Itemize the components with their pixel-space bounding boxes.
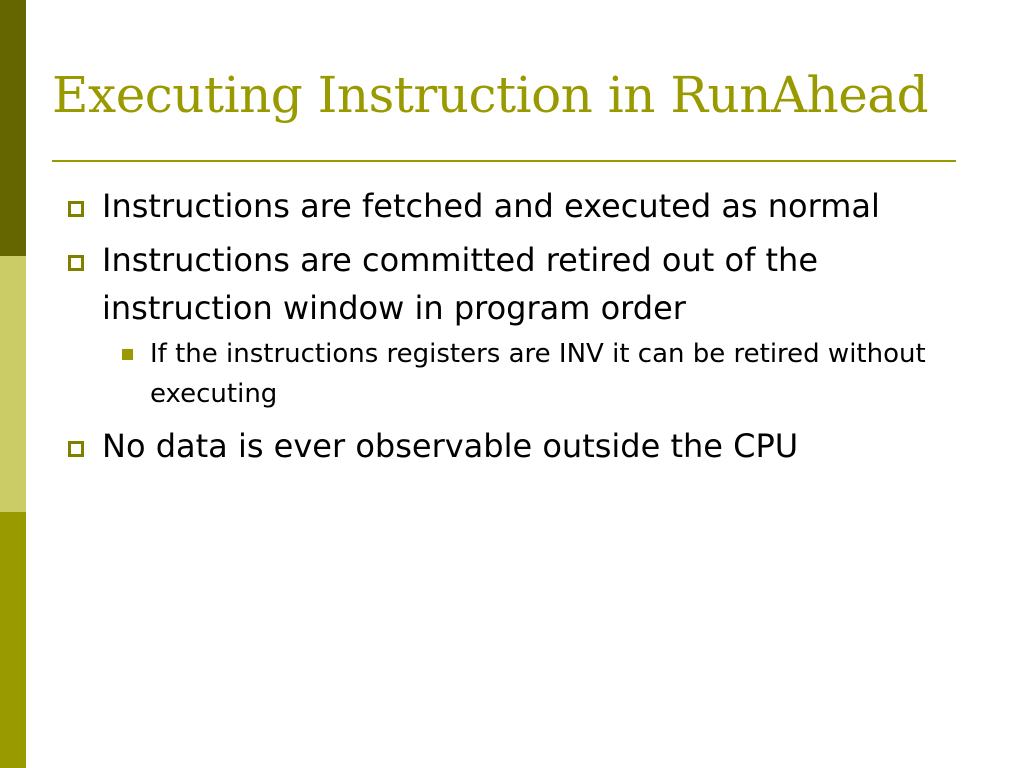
- slide-title: Executing Instruction in RunAhead: [52, 66, 929, 124]
- sub-bullet-text: If the instructions registers are INV it can be retired without executing: [150, 339, 926, 409]
- hollow-square-bullet-icon: [68, 441, 84, 457]
- side-bar-top: [0, 0, 26, 256]
- title-underline: [52, 160, 956, 162]
- bullet-item: [60, 236, 990, 332]
- side-bar-middle: [0, 256, 26, 512]
- slide-body: [60, 182, 990, 476]
- side-bar-bottom: [0, 512, 26, 768]
- hollow-square-bullet-icon: [68, 201, 84, 217]
- hollow-square-bullet-icon: [68, 255, 84, 271]
- bullet-item: [60, 182, 990, 230]
- bullet-text: Instructions are committed retired out of the instruction window in program order: [102, 241, 819, 327]
- bullet-text: Instructions are fetched and executed as normal: [102, 187, 880, 225]
- filled-square-bullet-icon: [122, 349, 133, 360]
- bullet-text: No data is ever observable outside the CPU: [102, 427, 799, 465]
- bullet-item: [60, 422, 990, 470]
- sub-bullet-item: [60, 334, 990, 414]
